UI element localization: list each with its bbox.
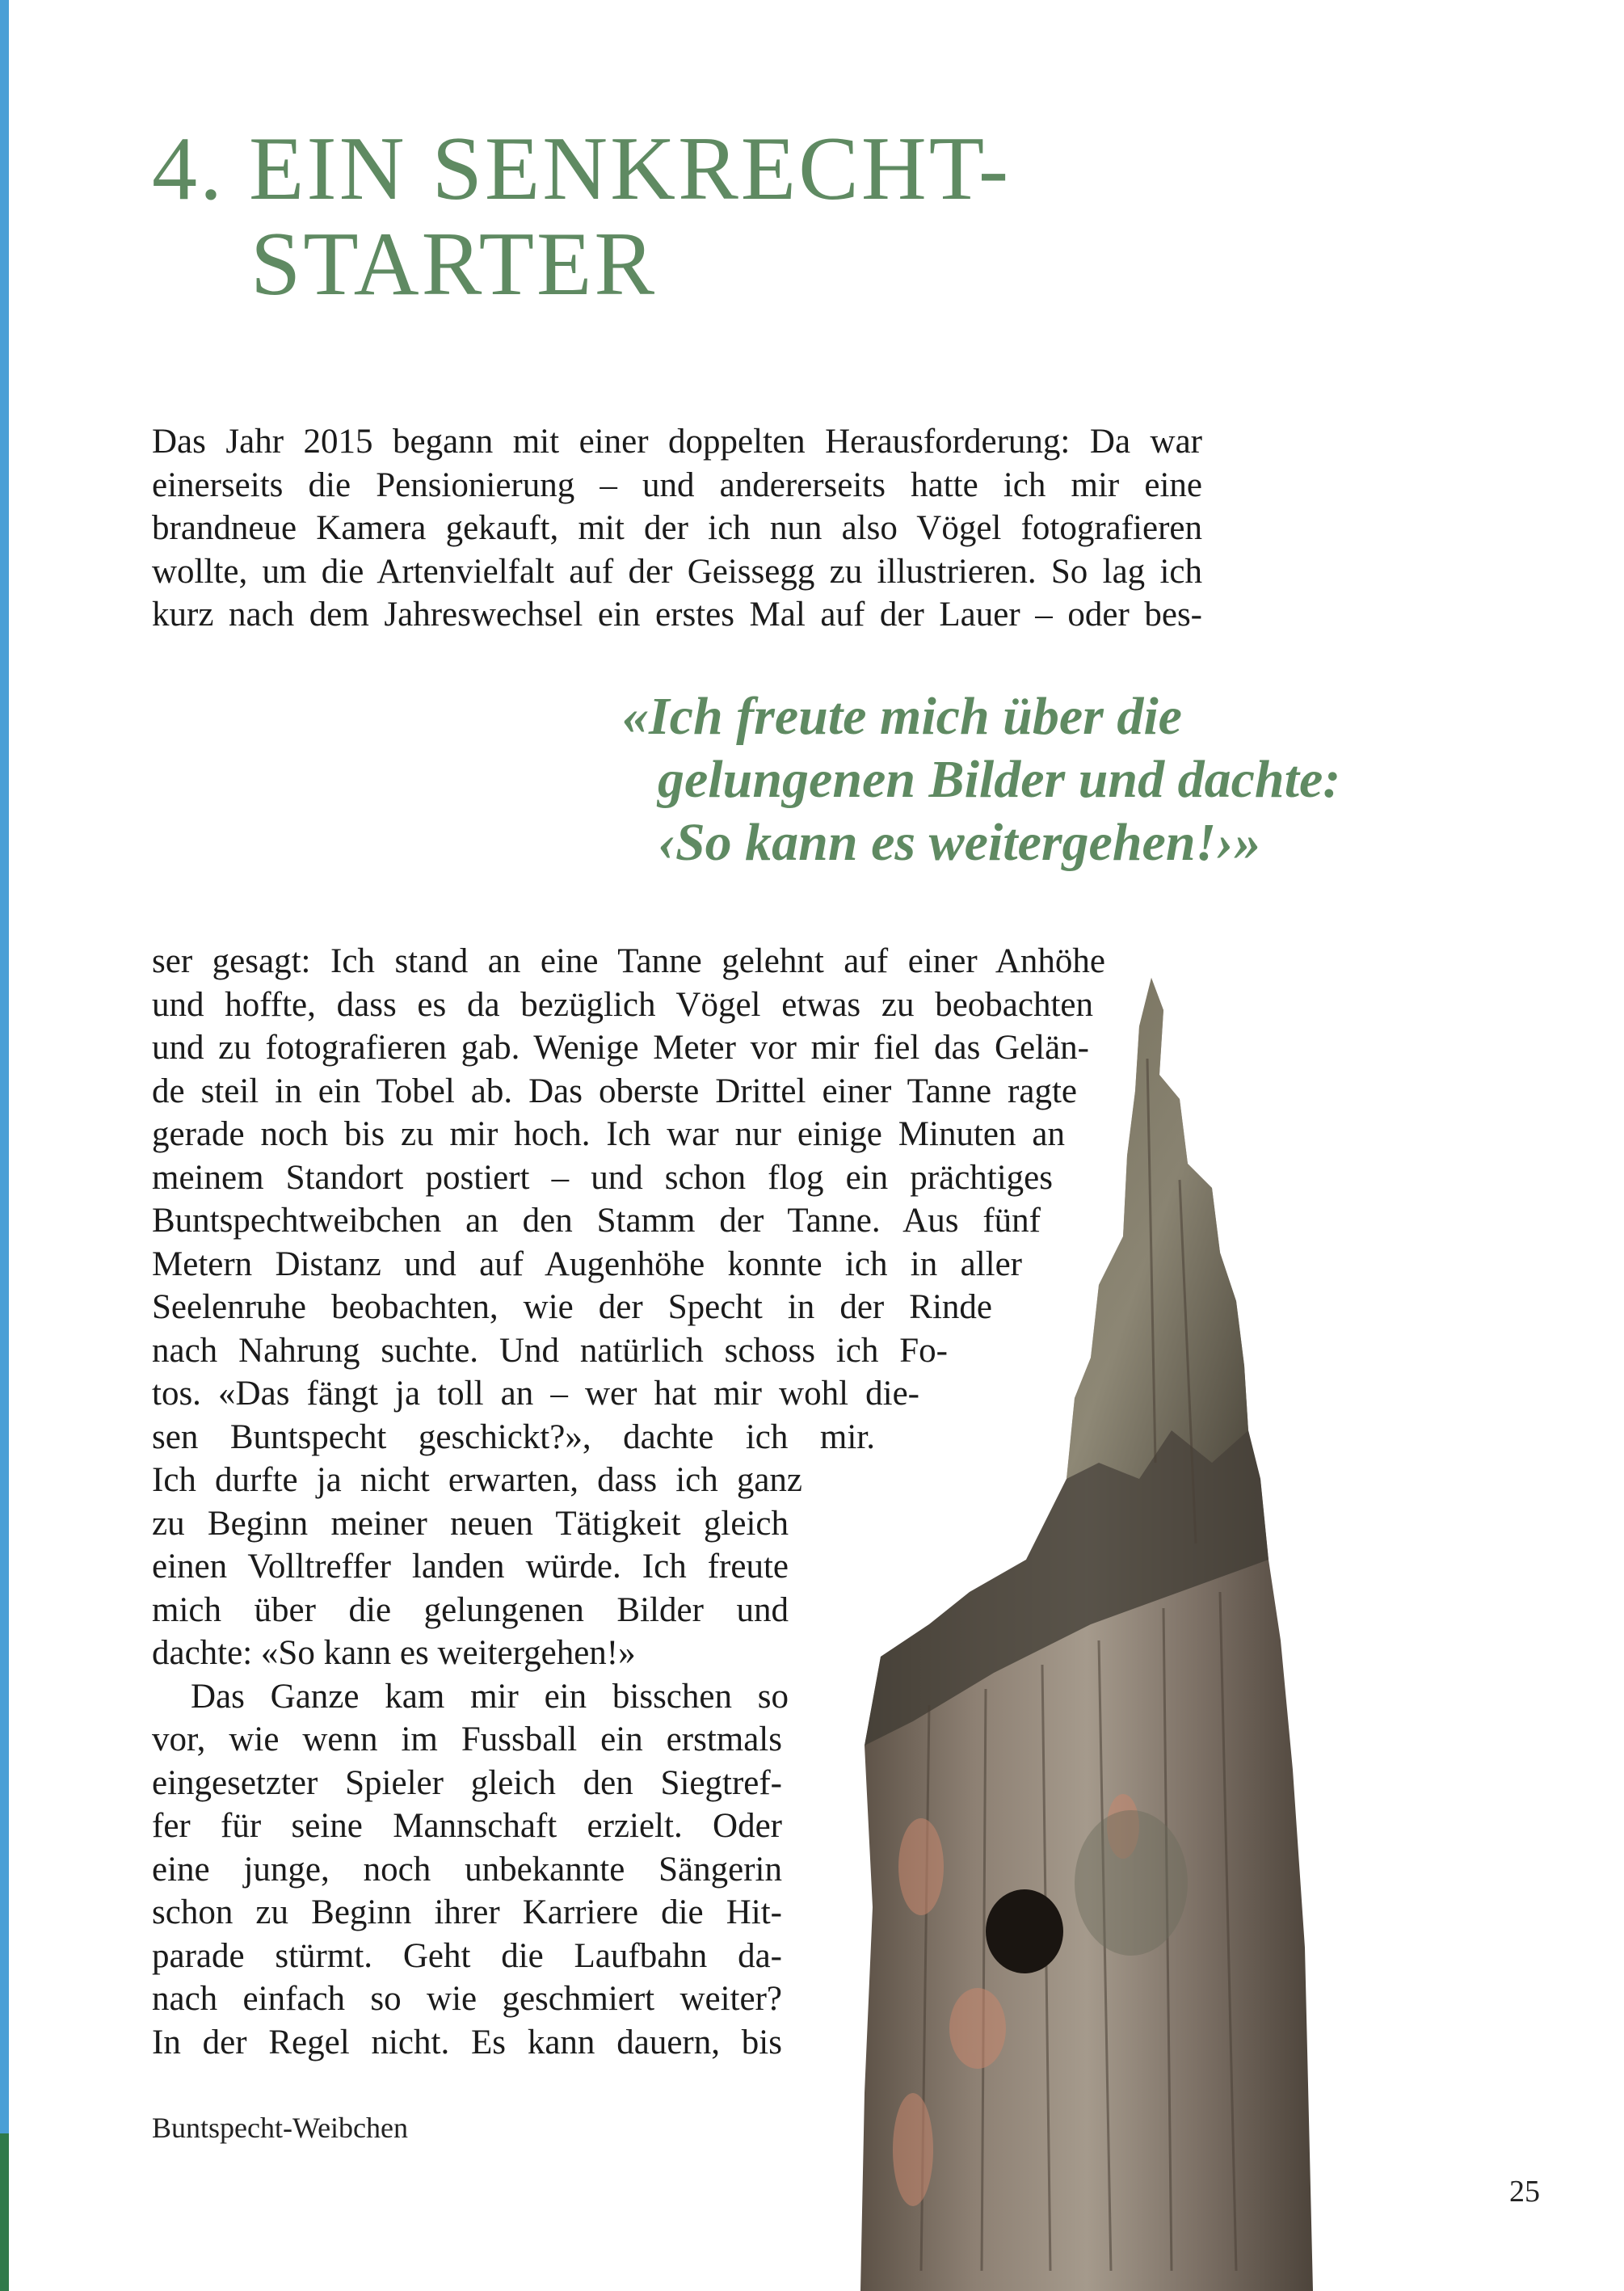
body-column	[152, 940, 1105, 2064]
chapter-title	[152, 121, 1011, 312]
body-line: sen Buntspecht geschickt?», dachte ich mir.	[152, 1417, 875, 1456]
body-line: nach Nahrung suchte. Und natürlich schoss ich Fo-	[152, 1331, 948, 1370]
body-line: zu Beginn meiner neuen Tätigkeit gleich	[152, 1504, 789, 1543]
body-line: Buntspechtweibchen an den Stamm der Tanne. Aus fünf	[152, 1202, 1041, 1240]
body-line: schon zu Beginn ihrer Karriere die Hit-	[152, 1893, 782, 1931]
body-line: ser gesagt: Ich stand an eine Tanne gelehnt auf einer Anhöhe	[152, 942, 1105, 980]
body-line: dachte: «So kann es weitergehen!»	[152, 1634, 636, 1672]
body-line: de steil in ein Tobel ab. Das oberste Drittel einer Tanne ragte	[152, 1072, 1077, 1110]
chapter-title-line1: EIN SENKRECHT-	[249, 119, 1012, 219]
body-line: Seelenruhe beobachten, wie der Specht in der Rinde	[152, 1288, 992, 1326]
body-line: Ich durfte ja nicht erwarten, dass ich ganz	[152, 1461, 802, 1499]
body-line: In der Regel nicht. Es kann dauern, bis	[152, 2023, 782, 2061]
body-line: mich über die gelungenen Bilder und	[152, 1590, 789, 1629]
body-line: gerade noch bis zu mir hoch. Ich war nur einige Minuten an	[152, 1115, 1065, 1153]
body-line: eingesetzter Spieler gleich den Siegtref-	[152, 1763, 782, 1802]
intro-paragraph	[152, 420, 1202, 637]
pull-quote	[622, 685, 1592, 874]
body-line: vor, wie wenn im Fussball ein erstmals	[152, 1720, 782, 1758]
intro-line: wollte, um die Artenvielfalt auf der Geissegg zu illustrieren. So lag ich	[152, 552, 1202, 591]
body-line: eine junge, noch unbekannte Sängerin	[152, 1850, 782, 1889]
intro-line: einerseits die Pensionierung – und andererseits hatte ich mir eine	[152, 465, 1202, 504]
photo-caption: Buntspecht-Weibchen	[152, 2112, 409, 2144]
body-line: tos. «Das fängt ja toll an – wer hat mir wohl die-	[152, 1375, 919, 1413]
chapter-number: 4.	[152, 119, 225, 219]
body-line: und hoffte, dass es da bezüglich Vögel etwas zu beobachten	[152, 985, 1093, 1024]
body-line: parade stürmt. Geht die Laufbahn da-	[152, 1936, 782, 1975]
body-line: und zu fotografieren gab. Wenige Meter vor mir fiel das Gelän-	[152, 1029, 1089, 1067]
body-line: nach einfach so wie geschmiert weiter?	[152, 1980, 782, 2018]
pull-quote-line2: gelungenen Bilder und dachte:	[658, 750, 1341, 809]
body-line: meinem Standort postiert – und schon flog ein prächtiges	[152, 1158, 1053, 1197]
chapter-title-line2: STARTER	[250, 214, 658, 314]
body-line: fer für seine Mannschaft erzielt. Oder	[152, 1807, 782, 1845]
pull-quote-line1: «Ich freute mich über die	[622, 687, 1182, 746]
page-number: 25	[1509, 2175, 1540, 2209]
pull-quote-line3: ‹So kann es weitergehen!›»	[658, 813, 1261, 872]
intro-line: brandneue Kamera gekauft, mit der ich nun also Vögel fotografieren	[152, 509, 1202, 547]
body-line: Das Ganze kam mir ein bisschen so	[191, 1677, 789, 1716]
body-line: einen Volltreffer landen würde. Ich freute	[152, 1548, 789, 1586]
intro-line: kurz nach dem Jahreswechsel ein erstes Mal auf der Lauer – oder bes-	[152, 596, 1202, 634]
page-edge-strip	[0, 0, 9, 2291]
page-edge-strip-bottom	[0, 2133, 9, 2291]
intro-line: Das Jahr 2015 begann mit einer doppelten Herausforderung: Da war	[152, 423, 1202, 461]
body-line: Metern Distanz und auf Augenhöhe konnte ich in aller	[152, 1244, 1022, 1283]
